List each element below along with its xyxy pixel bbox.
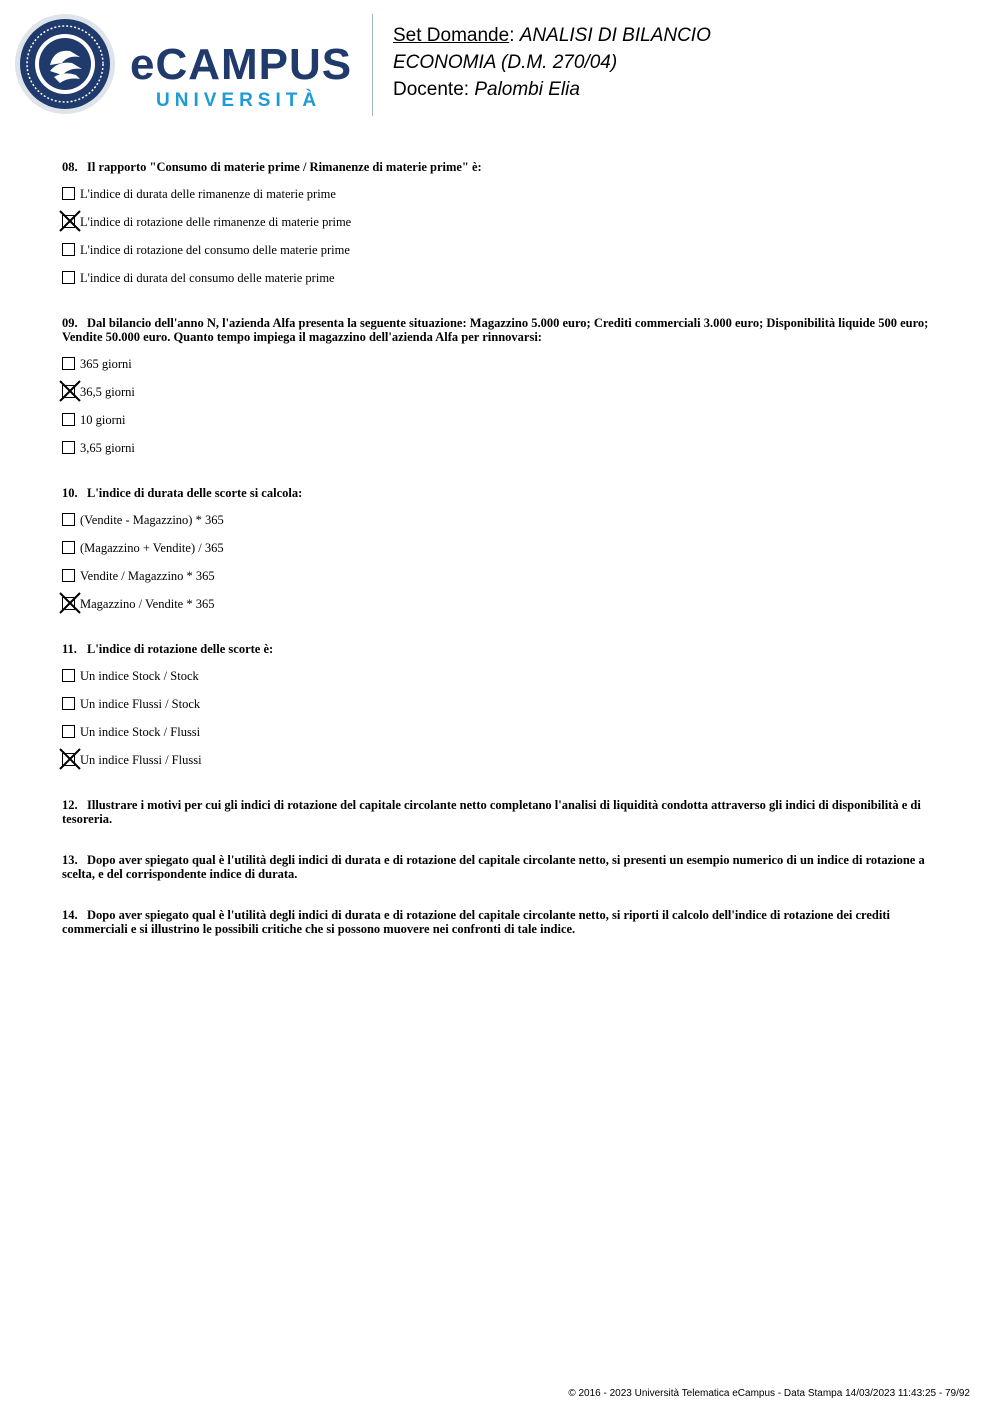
answer-option[interactable] [62, 378, 942, 406]
question-block [62, 160, 942, 292]
question-title [62, 486, 942, 500]
question-number: 14. [62, 908, 78, 922]
question-block [62, 908, 942, 936]
answer-option[interactable] [62, 506, 942, 534]
checkbox[interactable] [62, 513, 75, 526]
answer-option[interactable] [62, 590, 942, 618]
answer-option[interactable] [62, 350, 942, 378]
checkbox[interactable] [62, 357, 75, 370]
answer-option[interactable] [62, 180, 942, 208]
docente-label: Docente: [393, 79, 470, 100]
university-seal-icon [14, 13, 116, 115]
checked-cross-icon [59, 748, 81, 770]
question-number: 11. [62, 642, 77, 656]
option-text: 365 giorni [80, 357, 132, 371]
answer-option[interactable] [62, 264, 942, 292]
options-list [62, 350, 942, 462]
page-header [0, 0, 1000, 130]
checkbox[interactable] [62, 271, 75, 284]
question-number: 09. [62, 316, 78, 330]
ecampus-logo [130, 40, 360, 115]
checked-cross-icon [59, 380, 81, 402]
option-text: (Vendite - Magazzino) * 365 [80, 513, 224, 527]
checkbox[interactable] [62, 669, 75, 682]
course-line-2: ECONOMIA (D.M. 270/04) [393, 52, 618, 73]
question-text: Il rapporto "Consumo di materie prime / Rimanenze di materie prime" è: [87, 160, 482, 174]
option-text: (Magazzino + Vendite) / 365 [80, 541, 224, 555]
course-line-1: Set Domande: ANALISI DI BILANCIO [393, 25, 711, 46]
checked-cross-icon [59, 210, 81, 232]
answer-option[interactable] [62, 690, 942, 718]
docente-line [393, 76, 711, 103]
question-title [62, 160, 942, 174]
answer-option[interactable] [62, 562, 942, 590]
options-list [62, 180, 942, 292]
option-text: Un indice Flussi / Stock [80, 697, 201, 711]
question-text: Illustrare i motivi per cui gli indici di rotazione del capitale circolante netto completano l'analisi di liquidità condotta attraverso gli indici di disponibilità e di tesoreria. [62, 798, 921, 826]
question-title [62, 908, 942, 936]
question-block [62, 642, 942, 774]
checkbox[interactable] [62, 243, 75, 256]
checkbox[interactable] [62, 541, 75, 554]
answer-option[interactable] [62, 718, 942, 746]
answer-option[interactable] [62, 534, 942, 562]
page-footer: © 2016 - 2023 Università Telematica eCampus - Data Stampa 14/03/2023 11:43:25 - 79/92 [568, 1388, 970, 1399]
checkbox[interactable] [62, 569, 75, 582]
questions-list [62, 160, 942, 936]
checkbox[interactable] [62, 725, 75, 738]
question-text: Dal bilancio dell'anno N, l'azienda Alfa presenta la seguente situazione: Magazzino 5.000 euro; Crediti commerciali 3.000 euro; Disponibilità liquide 500 euro; Vendite 50.000 euro. Quanto tempo impiega il magazzino dell'azienda Alfa per rinnovarsi: [62, 316, 929, 344]
options-list [62, 506, 942, 618]
option-text: L'indice di rotazione del consumo delle materie prime [80, 243, 350, 257]
course-name: ANALISI DI BILANCIO [519, 25, 711, 46]
checkbox[interactable] [62, 187, 75, 200]
answer-option[interactable] [62, 236, 942, 264]
option-text: L'indice di durata del consumo delle materie prime [80, 271, 335, 285]
logo-subtext: UNIVERSITÀ [156, 90, 322, 111]
option-text: Un indice Stock / Flussi [80, 725, 201, 739]
question-title [62, 853, 942, 881]
answer-option[interactable] [62, 746, 942, 774]
question-text: Dopo aver spiegato qual è l'utilità degli indici di durata e di rotazione del capitale circolante netto, si riporti il calcolo dell'indice di rotazione dei crediti commerciali e si illustrino le possibili critiche che si possono muovere nei confronti di tale indice. [62, 908, 890, 936]
question-block [62, 798, 942, 826]
option-text: 3,65 giorni [80, 441, 135, 455]
question-title [62, 798, 942, 826]
question-title [62, 642, 942, 656]
option-text: Magazzino / Vendite * 365 [80, 597, 215, 611]
question-block [62, 316, 942, 462]
options-list [62, 662, 942, 774]
question-text: Dopo aver spiegato qual è l'utilità degli indici di durata e di rotazione del capitale circolante netto, si presenti un esempio numerico di un indice di rotazione a scelta, e del corrispondente indice di durata. [62, 853, 925, 881]
docente-name: Palombi Elia [474, 79, 580, 100]
set-label: Set Domande [393, 25, 510, 46]
option-text: Un indice Stock / Stock [80, 669, 199, 683]
answer-option[interactable] [62, 208, 942, 236]
option-text: 10 giorni [80, 413, 126, 427]
option-text: L'indice di rotazione delle rimanenze di materie prime [80, 215, 352, 229]
checkbox[interactable] [62, 413, 75, 426]
option-text: Vendite / Magazzino * 365 [80, 569, 215, 583]
checkbox[interactable] [62, 697, 75, 710]
answer-option[interactable] [62, 406, 942, 434]
option-text: 36,5 giorni [80, 385, 135, 399]
question-number: 12. [62, 798, 78, 812]
course-info [393, 22, 711, 103]
logo-text: eCAMPUS [130, 40, 353, 89]
question-block [62, 853, 942, 881]
question-text: L'indice di durata delle scorte si calcola: [87, 486, 303, 500]
checkbox[interactable] [62, 441, 75, 454]
question-number: 08. [62, 160, 78, 174]
checked-cross-icon [59, 592, 81, 614]
question-number: 13. [62, 853, 78, 867]
question-title [62, 316, 942, 344]
header-divider [372, 14, 373, 116]
question-text: L'indice di rotazione delle scorte è: [87, 642, 274, 656]
option-text: Un indice Flussi / Flussi [80, 753, 202, 767]
answer-option[interactable] [62, 662, 942, 690]
question-number: 10. [62, 486, 78, 500]
option-text: L'indice di durata delle rimanenze di materie prime [80, 187, 336, 201]
question-block [62, 486, 942, 618]
answer-option[interactable] [62, 434, 942, 462]
